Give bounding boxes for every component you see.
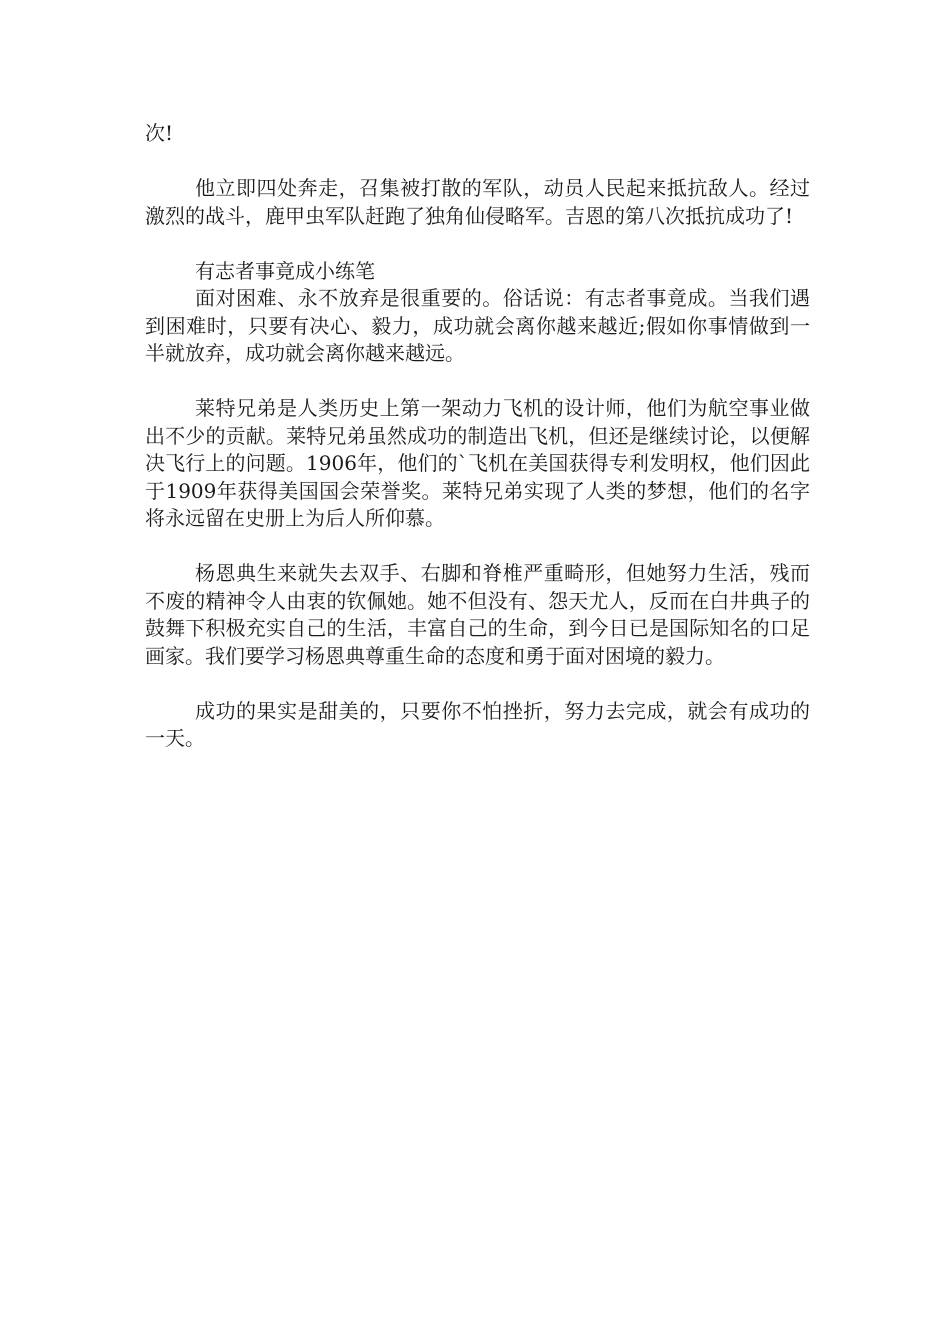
paragraph-gap — [145, 368, 810, 396]
paragraph-gap — [145, 533, 810, 561]
paragraph-gap — [145, 230, 810, 258]
paragraph-wright-brothers: 莱特兄弟是人类历史上第一架动力飞机的设计师，他们为航空事业做出不少的贡献。莱特兄弟虽然成功的制造出飞机，但还是继续讨论，以便解决飞行上的问题。1906年，他们的`飞机在美国获得专利发明权，他们因此于1909年获得美国国会荣誉奖。莱特兄弟实现了人类的梦想，他们的名字将永远留在史册上为后人所仰慕。 — [145, 396, 810, 530]
document-body — [145, 120, 810, 753]
paragraph-continuation: 次! — [145, 121, 174, 145]
section-heading: 有志者事竟成小练笔 — [195, 258, 375, 283]
paragraph-yang-endian: 杨恩典生来就失去双手、右脚和脊椎严重畸形，但她努力生活，残而不废的精神令人由衷的钦佩她。她不但没有、怨天尤人，反而在白井典子的鼓舞下积极充实自己的生活，丰富自己的生命，到今日已是国际知名的口足画家。我们要学习杨恩典尊重生命的态度和勇于面对困境的毅力。 — [145, 561, 810, 668]
paragraph-perseverance: 面对困难、永不放弃是很重要的。俗话说：有志者事竟成。当我们遇到困难时，只要有决心、毅力，成功就会离你越来越近;假如你事情做到一半就放弃，成功就会离你越来越远。 — [145, 286, 810, 365]
paragraph-conclusion: 成功的果实是甜美的，只要你不怕挫折，努力去完成，就会有成功的一天。 — [145, 698, 810, 750]
paragraph-gap — [145, 670, 810, 698]
paragraph-gap — [145, 148, 810, 176]
paragraph-resistance-success: 他立即四处奔走，召集被打散的军队，动员人民起来抵抗敌人。经过激烈的战斗，鹿甲虫军队赶跑了独角仙侵略军。吉恩的第八次抵抗成功了! — [145, 176, 810, 228]
